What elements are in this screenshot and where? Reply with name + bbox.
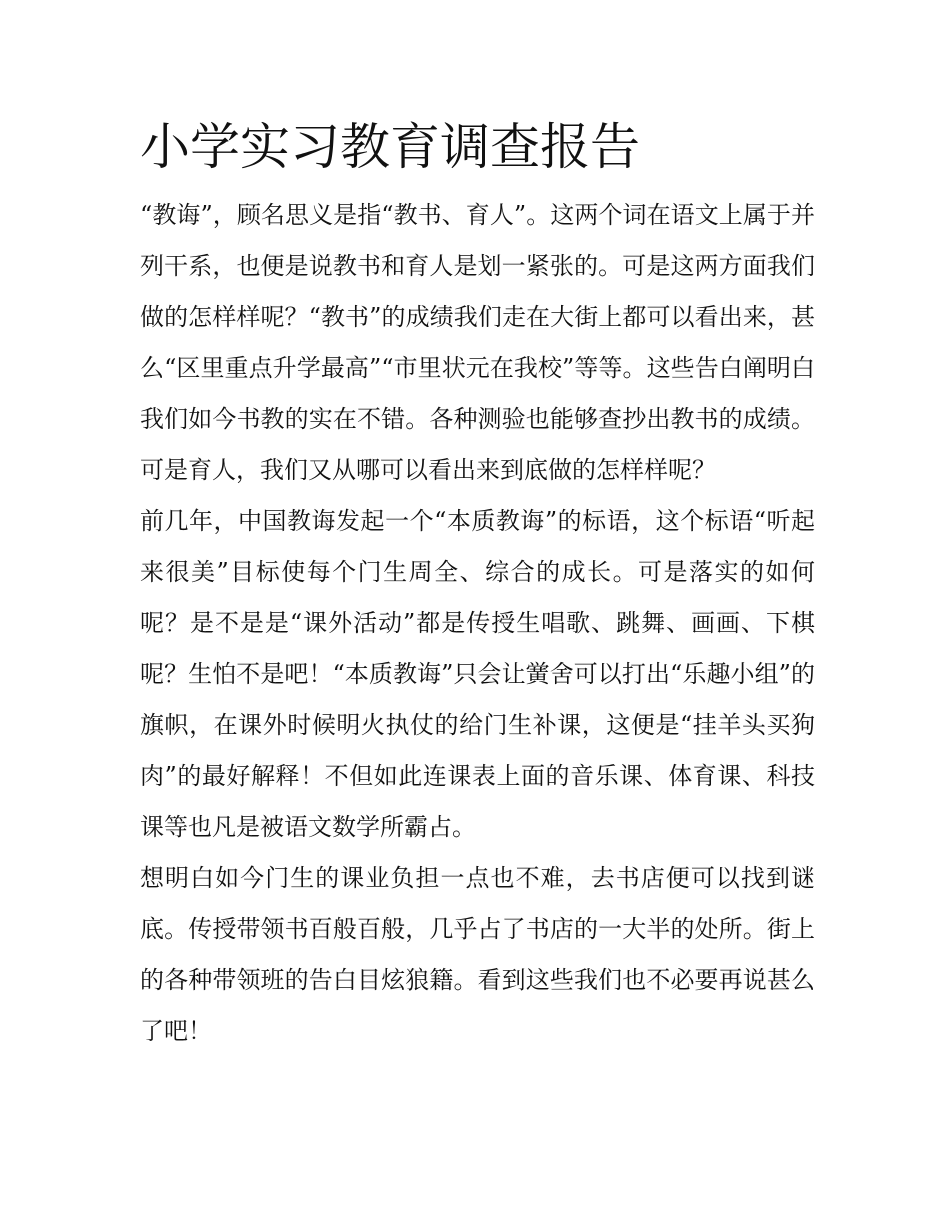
document-body xyxy=(140,112,815,1057)
paragraph-1: “教诲”，顾名思义是指“教书、育人”。这两个词在语文上属于并列干系，也便是说教书和育人是划一紧张的。可是这两方面我们做的怎样样呢？“教书”的成绩我们走在大街上都可以看出来，甚么“区里重点升学最高”“市里状元在我校”等等。这些告白阐明白我们如今书教的实在不错。各种测验也能够查抄出教书的成绩。可是育人，我们又从哪可以看出来到底做的怎样样呢？ xyxy=(140,201,815,484)
paragraph-3: 想明白如今门生的课业负担一点也不难，去书店便可以找到谜底。传授带领书百般百般，几乎占了书店的一大半的处所。街上的各种带领班的告白目炫狼籍。看到这些我们也不必要再说甚么了吧！ xyxy=(140,864,815,1045)
paragraph-2: 前几年，中国教诲发起一个“本质教诲”的标语，这个标语“听起来很美”目标使每个门生周全、综合的成长。可是落实的如何呢？是不是是“课外活动”都是传授生唱歌、跳舞、画画、下棋呢？生怕不是吧！“本质教诲”只会让黉舍可以打出“乐趣小组”的旗帜，在课外时候明火执仗的给门生补课，这便是“挂羊头买狗肉”的最好解释！不但如此连课表上面的音乐课、体育课、科技课等也凡是被语文数学所霸占。 xyxy=(140,507,815,841)
document-title: 小学实习教育调查报告 xyxy=(140,118,640,176)
